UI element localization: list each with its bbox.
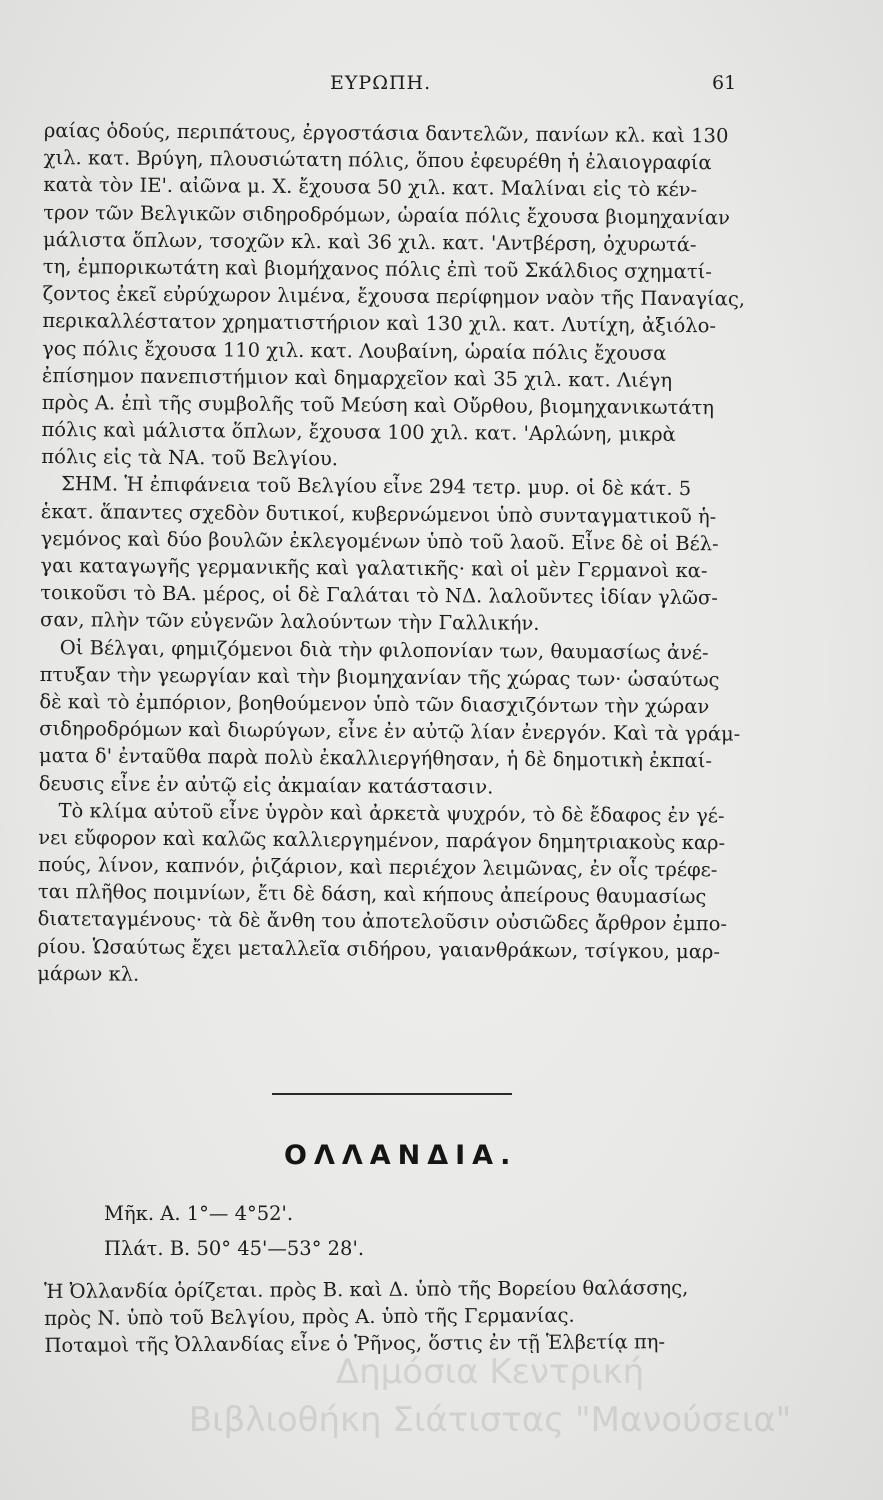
text-line: ραίας ὁδούς, περιπάτους, ἐργοστάσια δαντελῶν, πανίων κλ. καὶ 130 xyxy=(43,118,729,148)
text-line: δευσις εἶνε ἐν αὐτῷ εἰς ἀκμαίαν κατάστασιν. xyxy=(38,771,494,799)
text-line: κατὰ τὸν ΙΕ'. αἰῶνα μ. Χ. ἔχουσα 50 χιλ. κατ. Μαλίναι εἰς τὸ κέν- xyxy=(43,173,698,202)
running-title: ΕΥΡΩΠΗ. xyxy=(330,72,432,94)
watermark-line: Δημόσια Κεντρική xyxy=(335,1352,645,1392)
text-line: μάρων κλ. xyxy=(37,961,140,986)
section-divider xyxy=(272,1093,512,1095)
text-line: σιδηροδρόμων καὶ διωρύγων, εἶνε ἐν αὐτῷ λίαν ἐνεργόν. Καὶ τὰ γράμ- xyxy=(39,717,741,746)
text-line: Ἡ Ὀλλανδία ὁρίζεται. πρὸς Β. καὶ Δ. ὑπὸ τῆς Βορείου θαλάσσης, xyxy=(44,1276,689,1303)
text-line: ρίου. Ὡσαύτως ἔχει μεταλλεῖα σιδήρου, γαιανθράκων, τσίγκου, μαρ- xyxy=(37,934,721,963)
text-line: πτυξαν τὴν γεωργίαν καὶ τὴν βιομηχανίαν τῆς χώρας των· ὡσαύτως xyxy=(39,662,720,692)
text-line: σαν, πλὴν τῶν εὐγενῶν λαλούντων τὴν Γαλλικήν. xyxy=(39,608,540,636)
text-line: διατεταγμένους· τὰ δὲ ἄνθη του ἀποτελοῦσιν οὐσιῶδες ἄρθρον ἐμπο- xyxy=(37,907,728,936)
text-line: ἑκατ. ἅπαντες σχεδὸν δυτικοί, κυβερνώμενοι ὑπὸ συνταγματικοῦ ἡ- xyxy=(40,499,717,528)
text-line: γος πόλις ἔχουσα 110 χιλ. κατ. Λουβαίνη, ὡραία πόλις ἔχουσα xyxy=(42,336,667,365)
text-line: πούς, λίνον, καπνόν, ῥιζάριον, καὶ περιέχον λειμῶνας, ἐν οἷς τρέφε- xyxy=(38,853,718,882)
text-line: γαι καταγωγῆς γερμανικῆς καὶ γαλατικῆς· καὶ οἱ μὲν Γερμανοὶ κα- xyxy=(40,553,708,583)
latitude-line: Πλάτ. Β. 50° 45'—53° 28'. xyxy=(104,1237,365,1260)
text-line: Ποταμοὶ τῆς Ὀλλανδίας εἶνε ὁ Ῥῆνος, ὅστις ἐν τῇ Ἑλβετίᾳ πη- xyxy=(44,1330,666,1358)
page-number: 61 xyxy=(712,72,737,94)
text-line: ζοντος ἐκεῖ εὐρύχωρον λιμένα, ἔχουσα περίφημον ναὸν τῆς Παναγίας, xyxy=(42,282,746,311)
text-line: πόλις εἰς τὰ ΝΑ. τοῦ Βελγίου. xyxy=(41,445,339,471)
text-line: Οἱ Βέλγαι, φημιζόμενοι διὰ τὴν φιλοπονίαν των, θαυμασίως ἀνέ- xyxy=(59,635,709,664)
text-line: ται πλῆθος ποιμνίων, ἔτι δὲ δάση, καὶ κήπους ἀπείρους θαυμασίως xyxy=(37,880,707,909)
text-line: τη, ἐμπορικωτάτη καὶ βιομήχανος πόλις ἐπὶ τοῦ Σκάλδιος σχηματί- xyxy=(42,254,713,284)
text-line: πρὸς Ν. ὑπὸ τοῦ Βελγίου, πρὸς Α. ὑπὸ τῆς Γερμανίας. xyxy=(44,1303,575,1331)
watermark-line: Βιβλιοθήκη Σιάτιστας "Μανούσεια" xyxy=(188,1400,792,1440)
text-line: μάλιστα ὅπλων, τσοχῶν κλ. καὶ 36 χιλ. κατ. 'Αντβέρση, ὀχυρωτά- xyxy=(42,227,697,256)
section-heading: ΟΛΛΑΝΔΙΑ. xyxy=(284,1140,518,1171)
text-line: τοικοῦσι τὸ ΒΑ. μέρος, οἱ δὲ Γαλάται τὸ ΝΔ. λαλοῦντες ἰδίαν γλῶσ- xyxy=(40,581,718,610)
text-line: περικαλλέστατον χρηματιστήριον καὶ 130 χιλ. κατ. Λυτίχη, ἀξιόλο- xyxy=(42,309,717,338)
library-watermark xyxy=(120,1348,860,1444)
text-line: τρον τῶν Βελγικῶν σιδηροδρόμων, ὡραία πόλις ἔχουσα βιομηχανίαν xyxy=(43,200,730,229)
text-line: Τὸ κλίμα αὐτοῦ εἶνε ὑγρὸν καὶ ἀρκετὰ ψυχρόν, τὸ δὲ ἔδαφος ἐν γέ- xyxy=(58,798,725,828)
longitude-line: Μῆκ. Α. 1°— 4°52'. xyxy=(104,1202,294,1225)
text-line: ἐπίσημον πανεπιστήμιον καὶ δημαρχεῖον καὶ 35 χιλ. κατ. Λιέγη xyxy=(41,363,673,392)
text-line: δὲ καὶ τὸ ἐμπόριον, βοηθούμενον ὑπὸ τῶν διασχιζόντων τὴν χώραν xyxy=(39,689,710,719)
text-line: ΣΗΜ. Ἡ ἐπιφάνεια τοῦ Βελγίου εἶνε 294 τετρ. μυρ. οἱ δὲ κάτ. 5 xyxy=(61,472,692,501)
section-text xyxy=(44,1273,844,1359)
text-line: ματα δ' ἐνταῦθα παρὰ πολὺ ἐκαλλιεργήθησαν, ἡ δὲ δημοτικὴ ἐκπαί- xyxy=(38,744,713,773)
text-line: πρὸς Α. ἐπὶ τῆς συμβολῆς τοῦ Μεύση καὶ Οὔρθου, βιομηχανικωτάτη xyxy=(41,390,715,420)
body-text xyxy=(37,117,844,993)
page-header xyxy=(0,72,883,102)
text-line: γεμόνος καὶ δύο βουλῶν ἐκλεγομένων ὑπὸ τοῦ λαοῦ. Εἶνε δὲ οἱ Βέλ- xyxy=(40,526,719,556)
text-line: χιλ. κατ. Βρύγη, πλουσιώτατη πόλις, ὅπου ἐφευρέθη ἡ ἐλαιογραφία xyxy=(43,146,712,175)
text-line: πόλις καὶ μάλιστα ὅπλων, ἔχουσα 100 χιλ. κατ. 'Αρλώνη, μικρὰ xyxy=(41,418,676,447)
coordinates-block xyxy=(104,1196,364,1266)
text-line: νει εὔφορον καὶ καλῶς καλλιεργημένον, παράγον δημητριακοὺς καρ- xyxy=(38,825,726,855)
